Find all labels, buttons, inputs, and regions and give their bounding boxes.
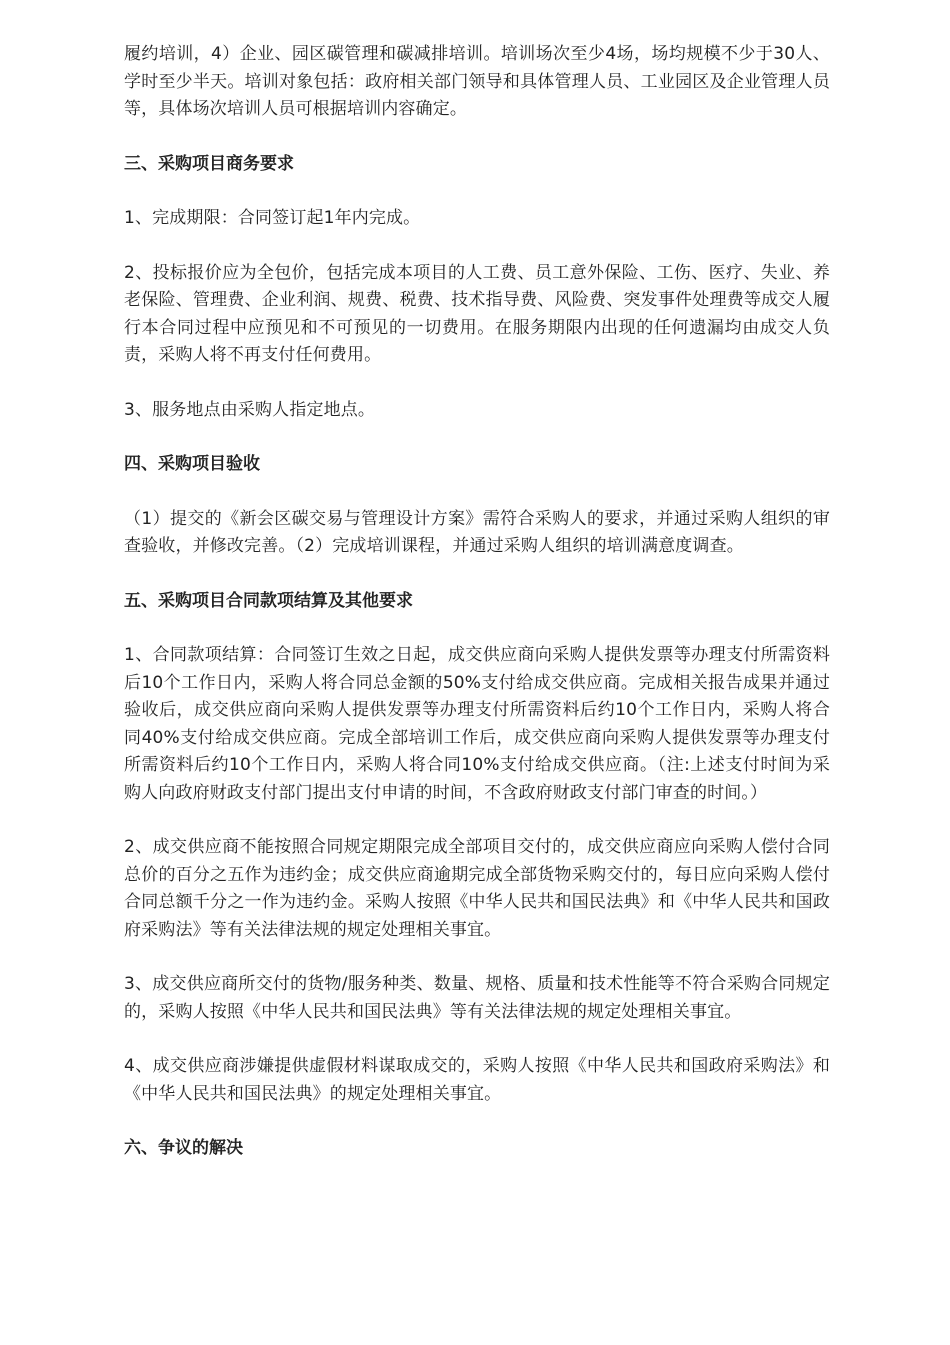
section-5-heading: 五、采购项目合同款项结算及其他要求 xyxy=(124,590,413,611)
section-5-item-1: 1、合同款项结算：合同签订生效之日起，成交供应商向采购人提供发票等办理支付所需资料后10个工作日内，采购人将合同总金额的50%支付给成交供应商。完成相关报告成果并通过验收后，成交供应商向采购人提供发票等办理支付所需资料后约10个工作日内，采购人将合同40%支付给成交供应商。完成全部培训工作后，成交供应商向采购人提供发票等办理支付所需资料后约10个工作日内，采购人将合同10%支付给成交供应商。（注:上述支付时间为采购人向政府财政支付部门提出支付申请的时间，不含政府财政支付部门审查的时间。） xyxy=(124,645,830,803)
section-5-item-3: 3、成交供应商所交付的货物/服务种类、数量、规格、质量和技术性能等不符合采购合同规定的，采购人按照《中华人民共和国民法典》等有关法律法规的规定处理相关事宜。 xyxy=(124,974,830,1022)
document-page xyxy=(124,41,830,1190)
section-6-heading: 六、争议的解决 xyxy=(124,1138,243,1158)
section-3-item-3: 3、服务地点由采购人指定地点。 xyxy=(124,399,376,420)
section-4-body: （1）提交的《新会区碳交易与管理设计方案》需符合采购人的要求，并通过采购人组织的审查验收，并修改完善。（2）完成培训课程，并通过采购人组织的培训满意度调查。 xyxy=(124,508,830,556)
intro-training-para: 履约培训，4）企业、园区碳管理和碳减排培训。培训场次至少4场，场均规模不少于30人、学时至少半天。培训对象包括：政府相关部门领导和具体管理人员、工业园区及企业管理人员等，具体场次培训人员可根据培训内容确定。 xyxy=(124,44,830,119)
section-4-heading: 四、采购项目验收 xyxy=(124,454,260,474)
section-5-item-2: 2、成交供应商不能按照合同规定期限完成全部项目交付的，成交供应商应向采购人偿付合同总价的百分之五作为违约金；成交供应商逾期完成全部货物采购交付的，每日应向采购人偿付合同总额千分之一作为违约金。采购人按照《中华人民共和国民法典》和《中华人民共和国政府采购法》等有关法律法规的规定处理相关事宜。 xyxy=(124,837,830,940)
section-3-item-2: 2、投标报价应为全包价，包括完成本项目的人工费、员工意外保险、工伤、医疗、失业、养老保险、管理费、企业利润、规费、税费、技术指导费、风险费、突发事件处理费等成交人履行本合同过程中应预见和不可预见的一切费用。在服务期限内出现的任何遗漏均由成交人负责，采购人将不再支付任何费用。 xyxy=(124,262,830,365)
section-3-heading: 三、采购项目商务要求 xyxy=(124,153,294,174)
section-5-item-4: 4、成交供应商涉嫌提供虚假材料谋取成交的，采购人按照《中华人民共和国政府采购法》和《中华人民共和国民法典》的规定处理相关事宜。 xyxy=(124,1056,830,1104)
section-3-item-1: 1、完成期限：合同签订起1年内完成。 xyxy=(124,208,421,228)
